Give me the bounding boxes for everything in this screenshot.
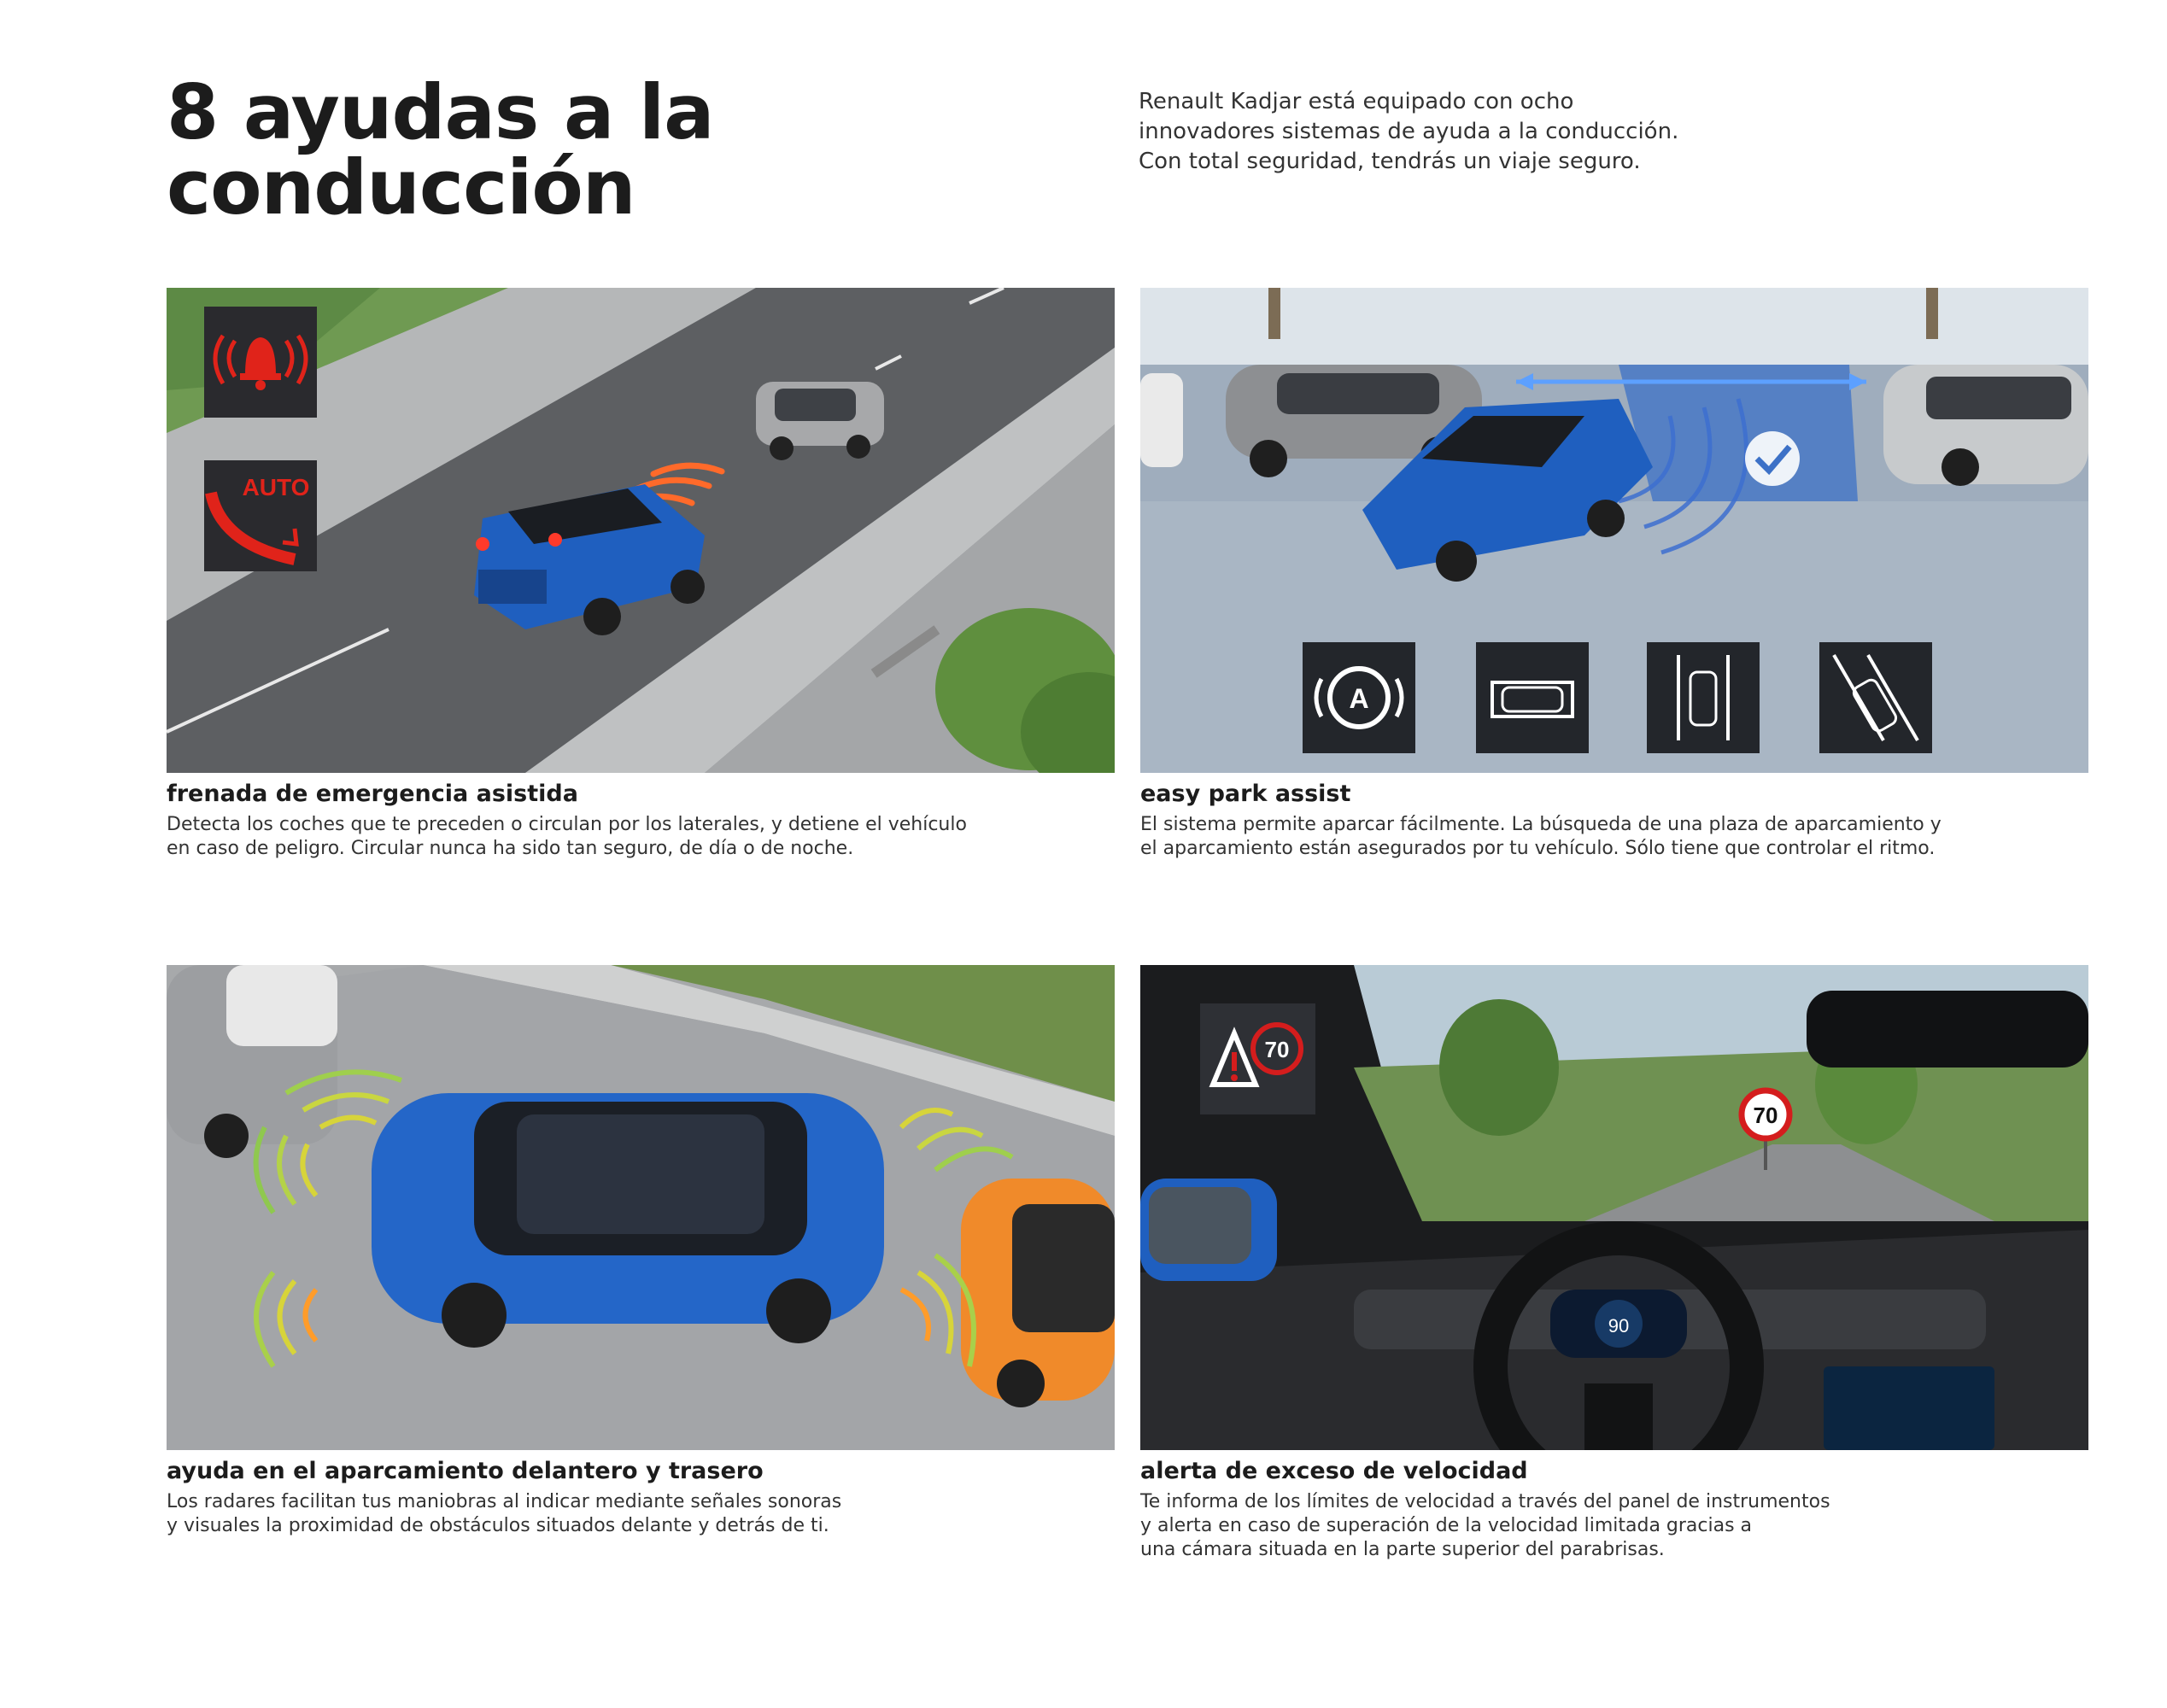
feature-description-line: y alerta en caso de superación de la velocidad limitada gracias a (1140, 1515, 1753, 1536)
feature-title: ayuda en el aparcamiento delantero y trasero (167, 1458, 764, 1484)
feature-description-line: en caso de peligro. Circular nunca ha sido tan seguro, de día o de noche. (167, 838, 854, 859)
perpendicular-park-icon (1647, 642, 1760, 753)
speed-limit-value: 70 (1753, 1103, 1778, 1128)
feature-title: frenada de emergencia asistida (167, 781, 578, 807)
auto-label: AUTO (242, 474, 310, 500)
feature-description-line: El sistema permite aparcar fácilmente. La búsqueda de una plaza de aparcamiento y (1140, 814, 1942, 835)
angled-park-icon (1819, 642, 1932, 753)
feature-description-line: el aparcamiento están asegurados por tu vehículo. Sólo tiene que controlar el ritmo. (1140, 838, 1936, 859)
parking-sensors-illustration (167, 965, 1115, 1450)
speed-alert-image (1140, 965, 2088, 1450)
intro-paragraph (1139, 87, 1678, 177)
feature-description (1140, 1490, 1830, 1562)
steering-auto-icon (1303, 642, 1415, 753)
speed-warning-icon (1200, 1003, 1315, 1114)
easy-park-image (1140, 288, 2088, 773)
alarm-bell-icon (204, 307, 317, 418)
feature-description-line: y visuales la proximidad de obstáculos situados delante y detrás de ti. (167, 1515, 829, 1536)
feature-description (167, 1490, 841, 1538)
intro-line: Renault Kadjar está equipado con ocho (1139, 89, 1574, 114)
parallel-park-icon (1476, 642, 1589, 753)
intro-line: Con total seguridad, tendrás un viaje seguro. (1139, 149, 1641, 174)
intro-line: innovadores sistemas de ayuda a la conducción. (1139, 119, 1679, 144)
feature-title: easy park assist (1140, 781, 1351, 807)
feature-description (1140, 813, 1942, 861)
page-title (167, 68, 714, 231)
page-title-line: 8 ayudas a la (167, 68, 714, 156)
emergency-braking-image (167, 288, 1115, 773)
feature-description-line: Detecta los coches que te preceden o circulan por los laterales, y detiene el vehículo (167, 814, 967, 835)
parking-sensors-image (167, 965, 1115, 1450)
dash-speed: 90 (1608, 1315, 1630, 1337)
feature-title: alerta de exceso de velocidad (1140, 1458, 1528, 1484)
svg-text:A: A (1349, 683, 1369, 714)
feature-description-line: Los radares facilitan tus maniobras al indicar mediante señales sonoras (167, 1491, 842, 1512)
feature-description-line: Te informa de los límites de velocidad a través del panel de instrumentos (1140, 1491, 1830, 1512)
auto-brake-icon (204, 460, 317, 571)
emergency-braking-illustration (167, 288, 1115, 773)
speed-alert-illustration (1140, 965, 2088, 1450)
feature-description-line: una cámara situada en la parte superior del parabrisas. (1140, 1539, 1665, 1560)
warning-speed-value: 70 (1264, 1037, 1290, 1062)
page-title-line: conducción (167, 143, 635, 231)
easy-park-illustration (1140, 288, 2088, 773)
feature-description (167, 813, 967, 861)
